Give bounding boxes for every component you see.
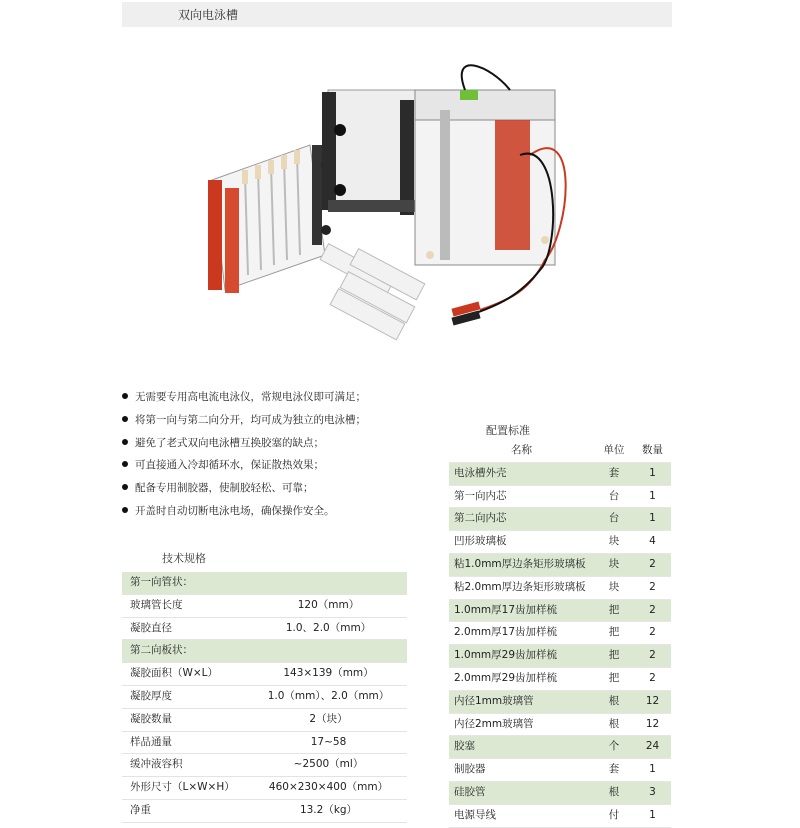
feature-item: 开盖时自动切断电泳电场，确保操作安全。 [122, 500, 366, 523]
spec-row: 缓冲液容积 ~2500（ml） [122, 754, 407, 777]
bullet-icon [122, 484, 128, 490]
spec-section-row: 第二向板状： [122, 640, 407, 663]
config-row: 内径2mm玻璃管 根 12 [449, 713, 671, 736]
spec-row: 凝胶面积（W×L） 143×139（mm） [122, 663, 407, 686]
bullet-icon [122, 393, 128, 399]
config-row: 电源导线 付 1 [449, 804, 671, 827]
page-title: 双向电泳槽 [178, 8, 239, 22]
config-title: 配置标准 [486, 424, 530, 437]
bullet-icon [122, 416, 128, 422]
spec-row: 净重 13.2（kg） [122, 799, 407, 822]
spec-row: 凝胶厚度 1.0（mm）、2.0（mm） [122, 685, 407, 708]
feature-item: 无需要专用高电流电泳仪，常规电泳仪即可满足； [122, 386, 366, 409]
config-row: 第二向内芯 台 1 [449, 508, 671, 531]
spec-row: 外形尺寸（L×W×H） 460×230×400（mm） [122, 777, 407, 800]
spec-row: 玻璃管长度 120（mm） [122, 594, 407, 617]
config-row: 制胶器 套 1 [449, 759, 671, 782]
spec-row: 凝胶数量 2（块） [122, 708, 407, 731]
config-table [449, 440, 671, 828]
first-dimension-module [208, 145, 331, 293]
config-header-row: 名称 单位 数量 [449, 440, 671, 462]
spec-title: 技术规格 [162, 552, 206, 565]
spec-section-row: 第一向管状： [122, 572, 407, 594]
tank [415, 65, 566, 325]
config-row: 1.0mm厚17齿加样梳 把 2 [449, 599, 671, 622]
feature-item: 可直接通入冷却循环水，保证散热效果； [122, 454, 366, 477]
bullet-icon [122, 439, 128, 445]
bullet-icon [122, 461, 128, 467]
feature-list [122, 386, 366, 523]
config-row: 凹形玻璃板 块 4 [449, 531, 671, 554]
config-row: 胶塞 个 24 [449, 736, 671, 759]
feature-item: 避免了老式双向电泳槽互换胶塞的缺点； [122, 432, 366, 455]
config-row: 粘2.0mm厚边条矩形玻璃板 块 2 [449, 576, 671, 599]
spec-row: 样品通量 17~58 [122, 731, 407, 754]
config-row: 2.0mm厚17齿加样梳 把 2 [449, 622, 671, 645]
combs [320, 244, 425, 340]
config-row: 电泳槽外壳 套 1 [449, 462, 671, 485]
config-row: 内径1mm玻璃管 根 12 [449, 690, 671, 713]
config-row: 硅胶管 根 3 [449, 781, 671, 804]
config-row: 1.0mm厚29齿加样梳 把 2 [449, 645, 671, 668]
title-bar [122, 2, 672, 27]
bullet-icon [122, 507, 128, 513]
spec-row: 凝胶直径 1.0、2.0（mm） [122, 617, 407, 640]
product-photo [190, 60, 610, 360]
second-dimension-module [322, 90, 418, 215]
config-row: 粘1.0mm厚边条矩形玻璃板 块 2 [449, 553, 671, 576]
spec-table [122, 572, 407, 823]
feature-item: 配备专用制胶器，使制胶轻松、可靠； [122, 477, 366, 500]
feature-item: 将第一向与第二向分开，均可成为独立的电泳槽； [122, 409, 366, 432]
config-row: 第一向内芯 台 1 [449, 485, 671, 508]
config-row: 2.0mm厚29齿加样梳 把 2 [449, 667, 671, 690]
